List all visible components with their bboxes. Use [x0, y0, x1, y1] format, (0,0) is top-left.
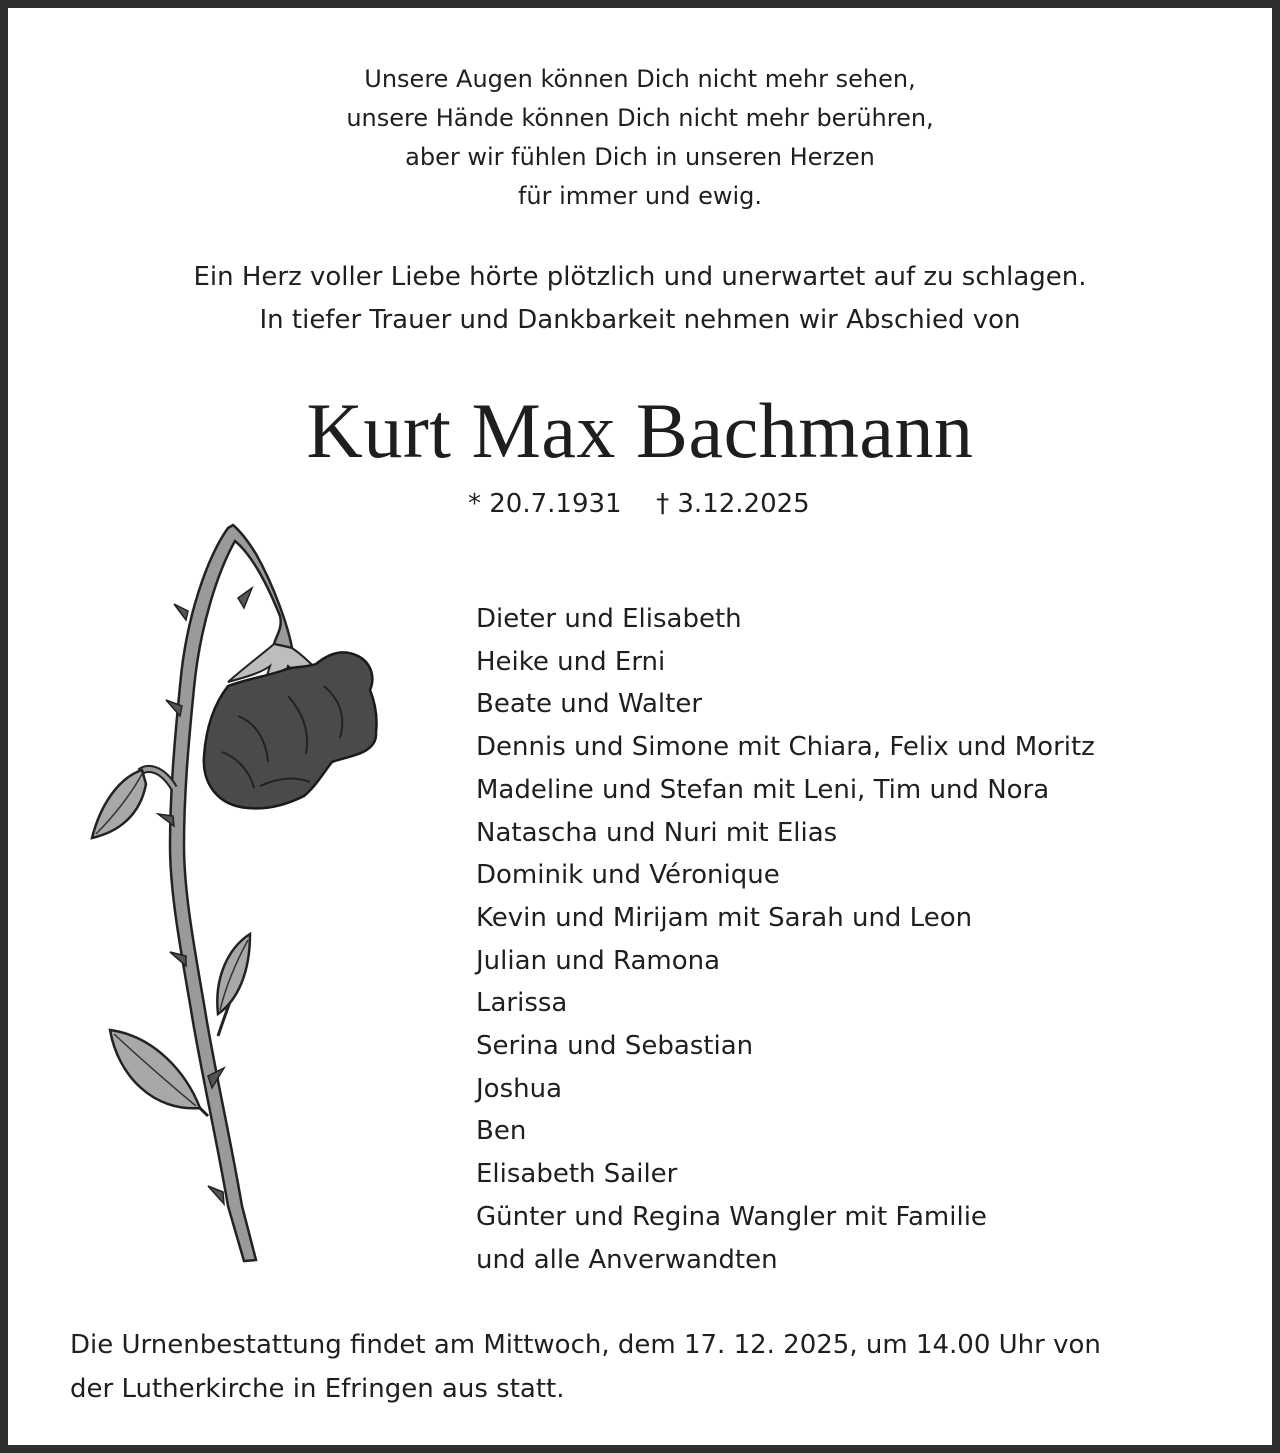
death-cross-symbol: † — [656, 489, 670, 519]
funeral-line: Die Urnenbestattung findet am Mittwoch, dem 17. 12. 2025, um 14.00 Uhr von — [70, 1330, 1101, 1360]
obituary-notice — [8, 8, 1272, 1445]
mourner-entry: Heike und Erni — [476, 646, 666, 677]
death-date: 3.12.2025 — [677, 489, 810, 519]
intro-line: Ein Herz voller Liebe hörte plötzlich und unerwartet auf zu schlagen. — [193, 262, 1087, 292]
mourner-entry: Serina und Sebastian — [476, 1031, 754, 1062]
life-dates — [468, 484, 810, 524]
mourner-entry: Dieter und Elisabeth — [476, 604, 742, 634]
birth-symbol: * — [468, 489, 481, 519]
mourner-entry: Kevin und Mirijam mit Sarah und Leon — [476, 902, 973, 933]
mourner-entry: Julian und Ramona — [476, 945, 721, 976]
mourner-entry: Günter und Regina Wangler mit Familie — [476, 1201, 987, 1232]
verse-line: aber wir fühlen Dich in unseren Herzen — [405, 143, 875, 171]
mourner-entry: Beate und Walter — [476, 689, 703, 720]
funeral-line: der Lutherkirche in Efringen aus statt. — [70, 1374, 565, 1404]
mourner-entry: Dennis und Simone mit Chiara, Felix und Moritz — [476, 732, 1095, 763]
mourner-entry: Elisabeth Sailer — [476, 1159, 678, 1190]
mourner-entry: Joshua — [476, 1073, 563, 1104]
mourner-entry: Larissa — [476, 988, 568, 1019]
verse-line: für immer und ewig. — [517, 182, 763, 210]
birth-date: 20.7.1931 — [489, 489, 622, 519]
verse-line: unsere Hände können Dich nicht mehr berühren, — [346, 104, 934, 132]
wilted-rose-icon — [78, 516, 388, 1266]
mourners-list — [476, 598, 1095, 1281]
mourner-entry: und alle Anverwandten — [476, 1244, 778, 1275]
mourner-entry: Dominik und Véronique — [476, 860, 780, 891]
deceased-name: Kurt Max Bachmann — [306, 387, 974, 474]
mourner-entry: Ben — [476, 1116, 527, 1147]
funeral-notice — [70, 1323, 1220, 1411]
intro-text — [8, 256, 1272, 342]
mourner-entry: Madeline und Stefan mit Leni, Tim und Nora — [476, 774, 1050, 805]
memorial-verse — [8, 60, 1272, 216]
intro-line: In tiefer Trauer und Dankbarkeit nehmen wir Abschied von — [259, 305, 1021, 335]
mourner-entry: Natascha und Nuri mit Elias — [476, 817, 838, 848]
verse-line: Unsere Augen können Dich nicht mehr sehen, — [364, 65, 916, 93]
